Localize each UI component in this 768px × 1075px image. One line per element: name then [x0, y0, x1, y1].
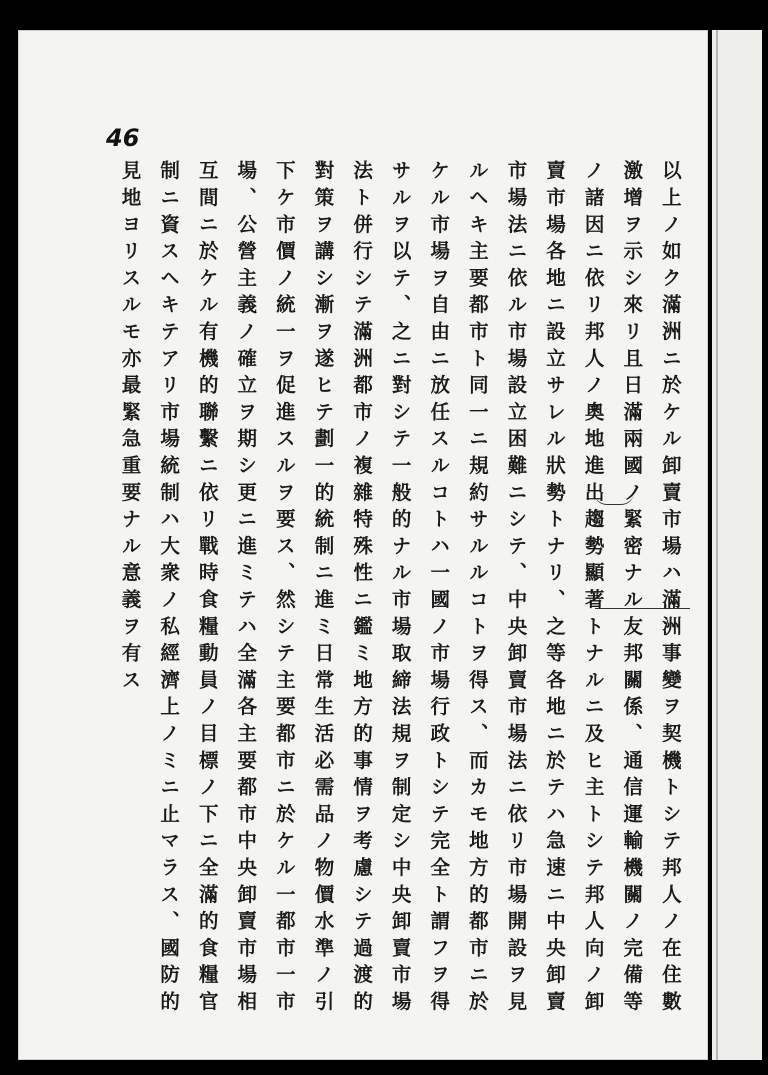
vertical-text-body: [118, 160, 682, 1018]
text-column: 場、公營主義ノ確立ヲ期シ更ニ進ミテハ全滿各主要都市中央卸賣市場相: [234, 160, 258, 1018]
text-column: 互間ニ於ケル有機的聯繫ニ依リ戰時食糧動員ノ目標ノ下ニ全滿的食糧官: [195, 160, 219, 1018]
text-column: 市場法ニ依ル市場設立困難ニシテ、中央卸賣市場法ニ依リ市場開設ヲ見: [504, 160, 528, 1018]
text-column: 以上ノ如ク滿洲ニ於ケル卸賣市場ハ滿洲事變ヲ契機トシテ邦人ノ在住數: [658, 160, 682, 1018]
text-column: 制ニ資スヘキテアリ市場統制ハ大衆ノ私經濟上ノミニ止マラス、國防的: [157, 160, 181, 1018]
text-column: 賣市場各地ニ設立サレル狀勢トナリ、之等各地ニ於テハ急速ニ中央卸賣: [543, 160, 567, 1018]
text-column: 法ト併行シテ滿洲都市ノ複雜特殊性ニ鑑ミ地方的事情ヲ考慮シテ過渡的: [350, 160, 374, 1018]
adjacent-page-edge: [712, 30, 762, 1060]
text-column: 下ケ市價ノ統一ヲ促進スルヲ要ス、然シテ主要都市ニ於ケル一都市一市: [272, 160, 296, 1018]
text-column: ケル市場ヲ自由ニ放任スルコトハ一國ノ市場行政トシテ完全ト謂フヲ得: [427, 160, 451, 1018]
page-number: 46: [106, 124, 140, 152]
text-column: ルヘキ主要都市ト同一ニ規約サルルコトヲ得ス、而カモ地方的都市ニ於: [465, 160, 489, 1018]
text-column: サルヲ以テ、之ニ對シテ一般的ナル市場取締法規ヲ制定シ中央卸賣市場: [388, 160, 412, 1018]
text-column: ノ諸因ニ依リ邦人ノ奧地進出趨勢顯著トナルニ及ヒ主トシテ邦人向ノ卸: [581, 160, 605, 1018]
text-column: 對策ヲ講シ漸ヲ遂ヒテ劃一的統制ニ進ミ日常生活必需品ノ物價水準ノ引: [311, 160, 335, 1018]
text-column: 見地ヨリスルモ亦最緊急重要ナル意義ヲ有ス: [118, 160, 142, 696]
text-column: 激增ヲ示シ來リ且日滿兩國ノ緊密ナル友邦關係、通信運輸機關ノ完備等: [620, 160, 644, 1018]
page-fold-line: [716, 30, 718, 1060]
